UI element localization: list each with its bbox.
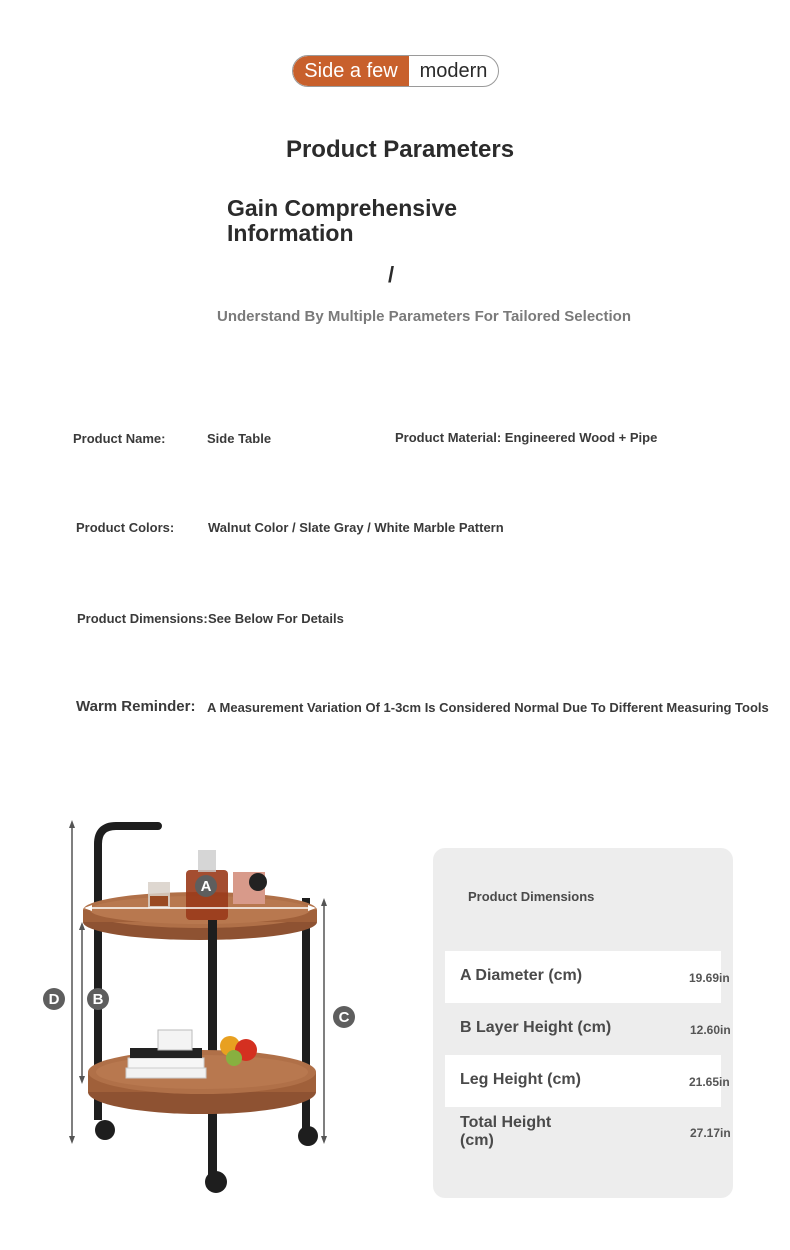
- dimension-row-value: 21.65in: [689, 1075, 730, 1089]
- warm-reminder-label: Warm Reminder:: [76, 698, 196, 715]
- marker-d: [43, 988, 65, 1010]
- svg-text:A: A: [200, 878, 212, 895]
- dimension-row-value: 19.69in: [689, 971, 730, 985]
- dimension-row-label: B Layer Height (cm): [460, 1019, 612, 1036]
- product-name-label: Product Name:: [73, 431, 166, 446]
- product-material: Product Material: Engineered Wood + Pipe: [395, 430, 658, 445]
- marker-b: [87, 988, 109, 1010]
- product-colors-label: Product Colors:: [76, 520, 175, 535]
- svg-text:D: D: [48, 991, 60, 1008]
- dimension-row-label: A Diameter (cm): [460, 967, 583, 984]
- page-subtitle: Gain Comprehensive Information: [227, 195, 458, 246]
- product-name-value: Side Table: [207, 431, 272, 446]
- wheel-back-right: [298, 1126, 318, 1146]
- books-icon: [126, 1068, 206, 1078]
- marker-a: [195, 875, 217, 897]
- svg-text:B: B: [92, 991, 104, 1008]
- dimension-row-label: Leg Height (cm): [460, 1071, 581, 1088]
- wheel-back-left: [95, 1120, 115, 1140]
- dimension-row-label: Total Height (cm): [460, 1114, 552, 1149]
- dimension-row-value: 27.17in: [690, 1126, 731, 1140]
- tagline: Understand By Multiple Parameters For Tailored Selection: [217, 308, 631, 325]
- brand-badge: [292, 55, 499, 87]
- warm-reminder-value: A Measurement Variation Of 1-3cm Is Considered Normal Due To Different Measuring Tools: [207, 700, 769, 715]
- product-dimension-diagram: [30, 810, 390, 1210]
- wheel-front: [205, 1171, 227, 1193]
- separator: /: [388, 262, 395, 287]
- badge-left-text: Side a few: [293, 56, 409, 86]
- dimension-card-title: Product Dimensions: [468, 889, 595, 904]
- product-colors-value: Walnut Color / Slate Gray / White Marble Pattern: [208, 520, 504, 535]
- badge-right-text: modern: [419, 60, 488, 82]
- dimension-row-value: 12.60in: [690, 1023, 731, 1037]
- product-dimensions-label: Product Dimensions:: [77, 611, 208, 626]
- page-title: Product Parameters: [285, 136, 515, 163]
- product-dimensions-value: See Below For Details: [208, 611, 344, 626]
- marker-c: [333, 1006, 355, 1028]
- leg-front: [208, 920, 217, 1178]
- svg-text:C: C: [338, 1009, 350, 1026]
- tissue-box-icon: [158, 1030, 192, 1050]
